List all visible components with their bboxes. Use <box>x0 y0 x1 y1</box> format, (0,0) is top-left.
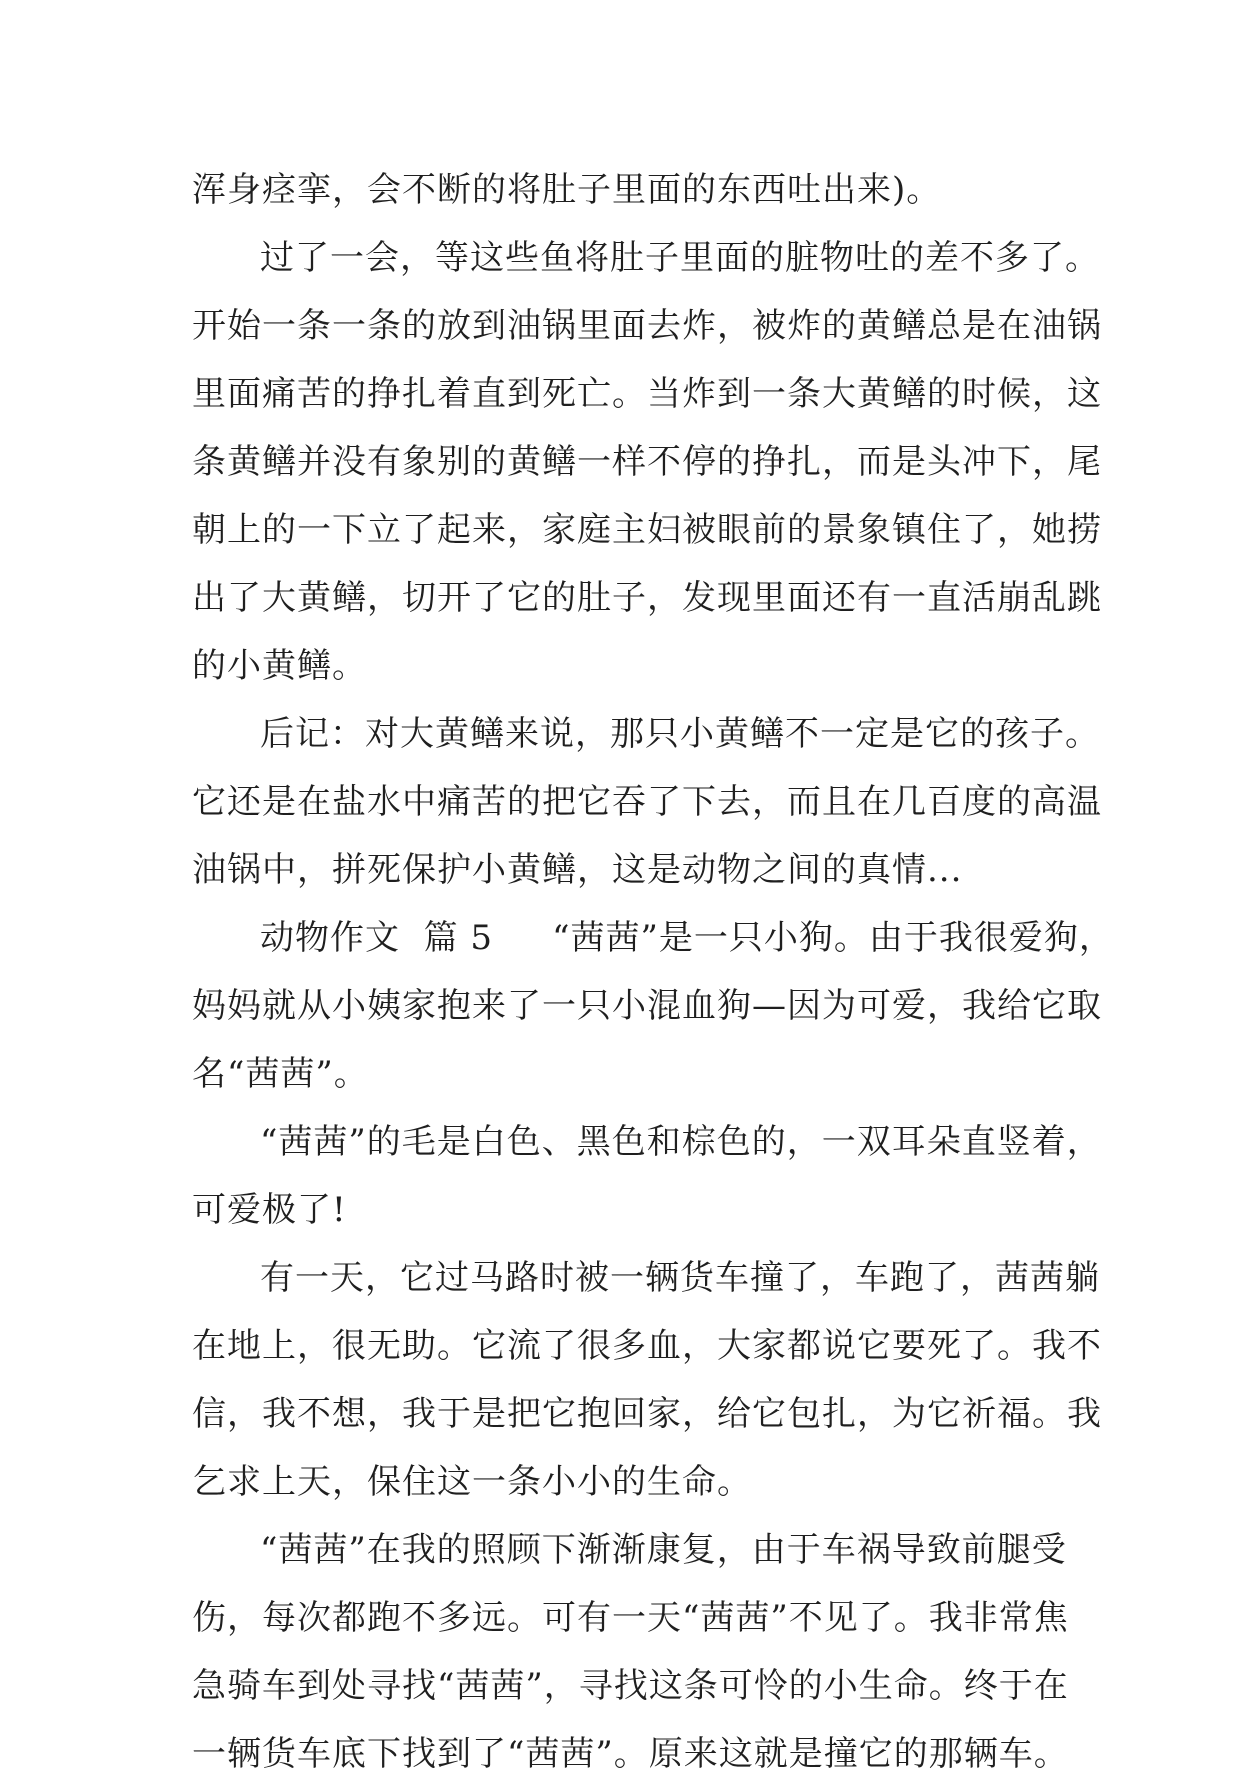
text-line: 后记：对大黄鳝来说，那只小黄鳝不一定是它的孩子。 <box>260 714 1100 754</box>
essay-text <box>192 156 1114 1788</box>
text-line: 在地上，很无助。它流了很多血，大家都说它要死了。我不 <box>192 1326 1102 1366</box>
text-line: 出了大黄鳝，切开了它的肚子，发现里面还有一直活崩乱跳 <box>192 578 1102 618</box>
text-line: 油锅中，拼死保护小黄鳝，这是动物之间的真情... <box>192 850 963 890</box>
text-line: 乞求上天，保住这一条小小的生命。 <box>192 1462 752 1502</box>
text-line: 开始一条一条的放到油锅里面去炸，被炸的黄鳝总是在油锅 <box>192 306 1102 346</box>
text-line: 伤，每次都跑不多远。可有一天“茜茜”不见了。我非常焦 <box>192 1598 1069 1638</box>
text-line: 的小黄鳝。 <box>192 646 367 686</box>
text-line: 可爱极了! <box>192 1190 347 1230</box>
text-line: 朝上的一下立了起来，家庭主妇被眼前的景象镇住了，她捞 <box>192 510 1102 550</box>
text-line: 急骑车到处寻找“茜茜”，寻找这条可怜的小生命。终于在 <box>192 1666 1069 1706</box>
text-line: 名“茜茜”。 <box>192 1054 369 1094</box>
text-line: “茜茜”在我的照顾下渐渐康复，由于车祸导致前腿受 <box>260 1530 1067 1570</box>
text-line: 浑身痉挛，会不断的将肚子里面的东西吐出来)。 <box>192 170 942 210</box>
text-line: 有一天，它过马路时被一辆货车撞了，车跑了，茜茜躺 <box>260 1258 1100 1298</box>
section-heading-line: 动物作文 篇 5 “茜茜”是一只小狗。由于我很爱狗， <box>260 918 1114 958</box>
text-line: 信，我不想，我于是把它抱回家，给它包扎，为它祈福。我 <box>192 1394 1102 1434</box>
text-line: 条黄鳝并没有象别的黄鳝一样不停的挣扎，而是头冲下，尾 <box>192 442 1102 482</box>
text-line: 它还是在盐水中痛苦的把它吞了下去，而且在几百度的高温 <box>192 782 1102 822</box>
text-line: 里面痛苦的挣扎着直到死亡。当炸到一条大黄鳝的时候，这 <box>192 374 1102 414</box>
text-line: “茜茜”的毛是白色、黑色和棕色的，一双耳朵直竖着， <box>260 1122 1102 1162</box>
text-line: 过了一会，等这些鱼将肚子里面的脏物吐的差不多了。 <box>260 238 1100 278</box>
text-line: 一辆货车底下找到了“茜茜”。原来这就是撞它的那辆车。 <box>192 1734 1069 1774</box>
text-line: 妈妈就从小姨家抱来了一只小混血狗—因为可爱，我给它取 <box>192 986 1102 1026</box>
